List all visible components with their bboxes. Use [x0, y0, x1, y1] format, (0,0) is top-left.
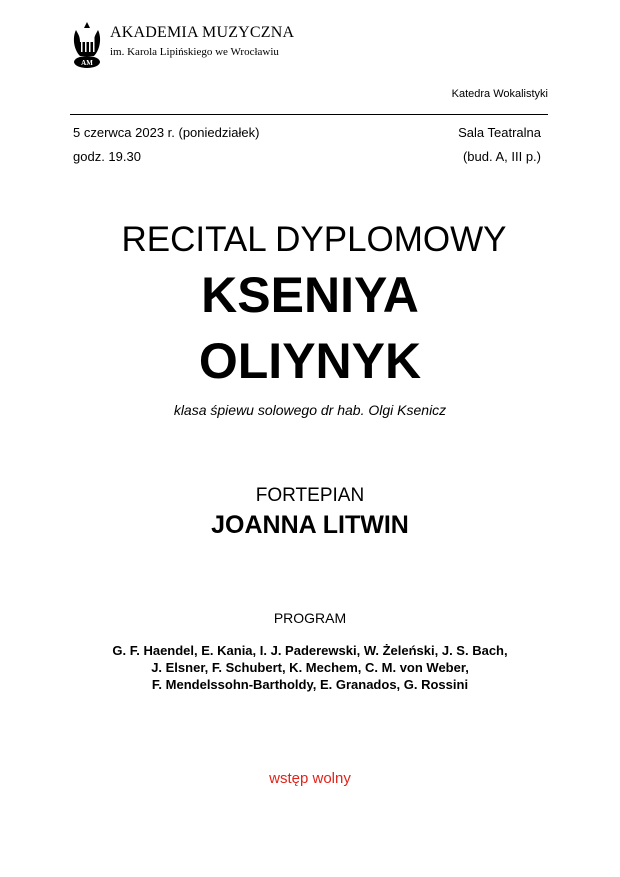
- event-building: (bud. A, III p.): [462, 149, 541, 164]
- composer-list: [0, 642, 620, 693]
- event-hall: Sala Teatralna: [458, 125, 541, 140]
- performer-last-name: OLIYNYK: [198, 333, 422, 389]
- lyre-icon: [70, 20, 104, 70]
- free-entry-note: wstęp wolny: [269, 770, 351, 787]
- svg-text:AM: AM: [81, 59, 93, 67]
- header-divider: [70, 114, 548, 115]
- composer-line: J. Elsner, F. Schubert, K. Mechem, C. M. von Weber,: [151, 660, 469, 675]
- class-note: klasa śpiewu solowego dr hab. Olgi Ksenicz: [173, 402, 447, 418]
- performer-first-name: KSENIYA: [201, 267, 419, 323]
- institution-subtitle: im. Karola Lipińskiego we Wrocławiu: [110, 46, 279, 58]
- composer-line: F. Mendelssohn-Bartholdy, E. Granados, G. Rossini: [151, 677, 469, 692]
- event-time: godz. 19.30: [73, 149, 141, 164]
- accompanist-instrument: FORTEPIAN: [255, 485, 365, 506]
- department: Katedra Wokalistyki: [451, 88, 548, 100]
- composer-line: G. F. Haendel, E. Kania, I. J. Paderewski, W. Żeleński, J. S. Bach,: [112, 643, 508, 658]
- event-date: 5 czerwca 2023 r. (poniedziałek): [73, 125, 260, 140]
- accompanist-name: JOANNA LITWIN: [211, 511, 409, 539]
- recital-heading: RECITAL DYPLOMOWY: [121, 220, 507, 259]
- program-title: PROGRAM: [273, 610, 347, 626]
- institution-name: AKADEMIA MUZYCZNA: [110, 24, 295, 41]
